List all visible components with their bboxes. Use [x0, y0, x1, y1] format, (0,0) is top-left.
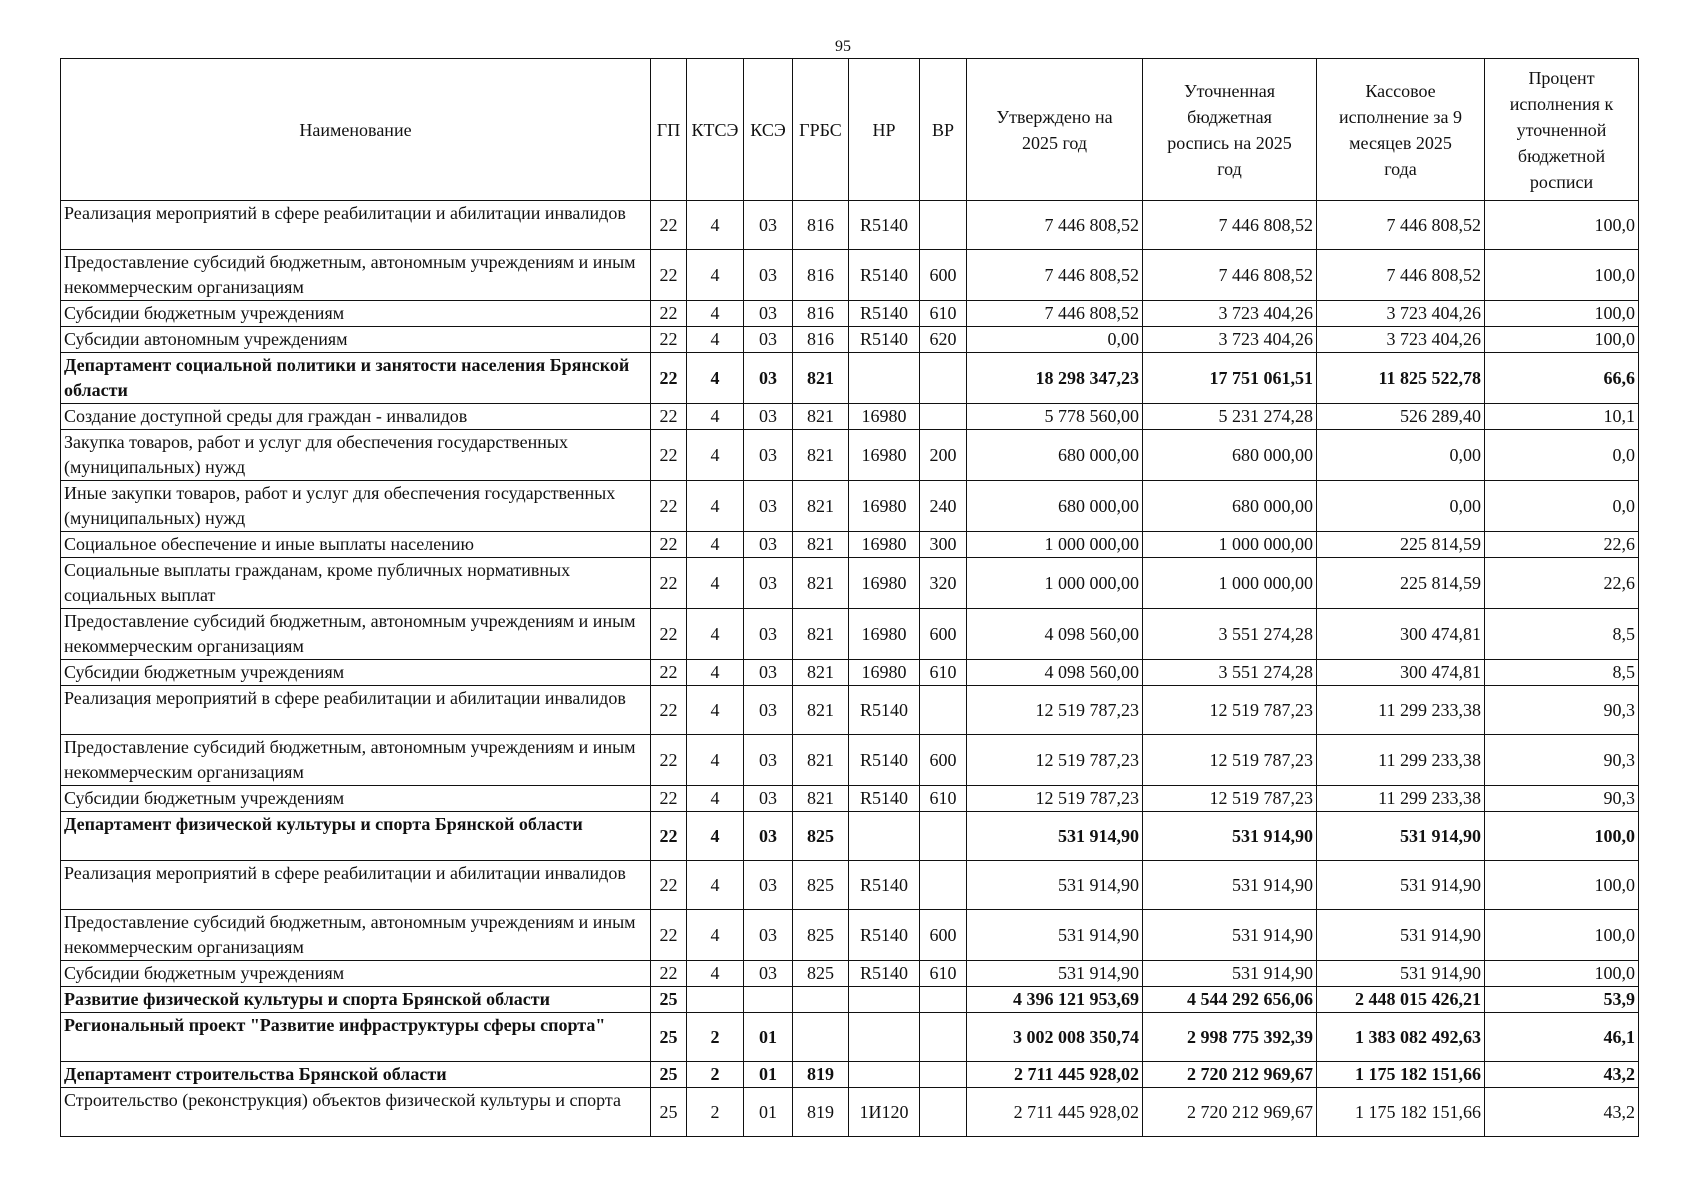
cell-name: Субсидии бюджетным учреждениям [61, 660, 651, 686]
cell-refined: 12 519 787,23 [1143, 786, 1317, 812]
cell-percent: 46,1 [1485, 1013, 1639, 1062]
cell-gp: 22 [651, 812, 687, 861]
cell-refined: 531 914,90 [1143, 861, 1317, 910]
cell-approved: 2 711 445 928,02 [967, 1088, 1143, 1137]
cell-gp: 22 [651, 481, 687, 532]
cell-percent: 43,2 [1485, 1062, 1639, 1088]
cell-ktse: 4 [687, 910, 744, 961]
cell-cash: 225 814,59 [1317, 558, 1485, 609]
cell-kse: 03 [744, 686, 793, 735]
cell-ktse: 4 [687, 660, 744, 686]
cell-approved: 531 914,90 [967, 910, 1143, 961]
cell-name: Региональный проект "Развитие инфраструктуры сферы спорта" [61, 1013, 651, 1062]
header-percent: Процент исполнения к уточненной бюджетной росписи [1485, 59, 1639, 201]
cell-approved: 4 396 121 953,69 [967, 987, 1143, 1013]
cell-name: Создание доступной среды для граждан - инвалидов [61, 404, 651, 430]
cell-kse: 03 [744, 812, 793, 861]
cell-name: Закупка товаров, работ и услуг для обеспечения государственных (муниципальных) нужд [61, 430, 651, 481]
cell-refined: 3 551 274,28 [1143, 609, 1317, 660]
cell-ktse: 4 [687, 404, 744, 430]
table-row [61, 686, 1639, 735]
cell-kse: 03 [744, 558, 793, 609]
header-ktse: КТСЭ [687, 59, 744, 201]
cell-vr: 610 [920, 660, 967, 686]
cell-ktse: 4 [687, 812, 744, 861]
cell-grbs [793, 1013, 849, 1062]
table-row [61, 961, 1639, 987]
table-row [61, 660, 1639, 686]
cell-approved: 680 000,00 [967, 430, 1143, 481]
cell-name: Субсидии бюджетным учреждениям [61, 961, 651, 987]
cell-nr [849, 1013, 920, 1062]
cell-nr [849, 353, 920, 404]
cell-vr [920, 1013, 967, 1062]
page-number: 95 [835, 38, 851, 55]
cell-grbs: 821 [793, 532, 849, 558]
table-row [61, 250, 1639, 301]
cell-cash: 531 914,90 [1317, 961, 1485, 987]
table-row [61, 786, 1639, 812]
cell-nr: R5140 [849, 961, 920, 987]
header-approved: Утверждено на 2025 год [967, 59, 1143, 201]
cell-percent: 22,6 [1485, 558, 1639, 609]
cell-name: Департамент физической культуры и спорта Брянской области [61, 812, 651, 861]
header-grbs: ГРБС [793, 59, 849, 201]
cell-ktse: 4 [687, 481, 744, 532]
header-refined: Уточненная бюджетная роспись на 2025 год [1143, 59, 1317, 201]
cell-kse: 03 [744, 609, 793, 660]
cell-refined: 531 914,90 [1143, 910, 1317, 961]
cell-gp: 22 [651, 609, 687, 660]
cell-gp: 22 [651, 961, 687, 987]
cell-nr [849, 1062, 920, 1088]
cell-ktse: 4 [687, 558, 744, 609]
cell-nr [849, 812, 920, 861]
cell-name: Предоставление субсидий бюджетным, автономным учреждениям и иным некоммерческим организациям [61, 609, 651, 660]
cell-kse [744, 987, 793, 1013]
cell-name: Развитие физической культуры и спорта Брянской области [61, 987, 651, 1013]
cell-gp: 25 [651, 1013, 687, 1062]
cell-grbs: 816 [793, 201, 849, 250]
cell-nr: 16980 [849, 404, 920, 430]
cell-percent: 0,0 [1485, 481, 1639, 532]
cell-gp: 22 [651, 301, 687, 327]
cell-approved: 531 914,90 [967, 961, 1143, 987]
cell-gp: 22 [651, 404, 687, 430]
table-row [61, 481, 1639, 532]
cell-cash: 300 474,81 [1317, 660, 1485, 686]
cell-ktse: 4 [687, 327, 744, 353]
cell-approved: 1 000 000,00 [967, 558, 1143, 609]
cell-nr: R5140 [849, 250, 920, 301]
cell-percent: 10,1 [1485, 404, 1639, 430]
cell-cash: 531 914,90 [1317, 812, 1485, 861]
cell-percent: 100,0 [1485, 301, 1639, 327]
cell-approved: 12 519 787,23 [967, 735, 1143, 786]
cell-name: Реализация мероприятий в сфере реабилитации и абилитации инвалидов [61, 861, 651, 910]
cell-approved: 5 778 560,00 [967, 404, 1143, 430]
cell-approved: 1 000 000,00 [967, 532, 1143, 558]
cell-ktse: 4 [687, 686, 744, 735]
cell-nr: 16980 [849, 532, 920, 558]
cell-gp: 22 [651, 353, 687, 404]
cell-nr: 1И120 [849, 1088, 920, 1137]
cell-grbs: 821 [793, 609, 849, 660]
cell-grbs: 821 [793, 430, 849, 481]
cell-cash: 1 383 082 492,63 [1317, 1013, 1485, 1062]
cell-gp: 22 [651, 558, 687, 609]
cell-grbs: 821 [793, 558, 849, 609]
cell-kse: 03 [744, 532, 793, 558]
cell-percent: 53,9 [1485, 987, 1639, 1013]
cell-refined: 1 000 000,00 [1143, 558, 1317, 609]
cell-vr [920, 404, 967, 430]
cell-name: Департамент строительства Брянской области [61, 1062, 651, 1088]
table-row [61, 910, 1639, 961]
budget-execution-table [60, 58, 1639, 1137]
table-row [61, 558, 1639, 609]
cell-vr: 600 [920, 609, 967, 660]
cell-approved: 4 098 560,00 [967, 609, 1143, 660]
cell-grbs: 825 [793, 910, 849, 961]
cell-refined: 17 751 061,51 [1143, 353, 1317, 404]
cell-vr [920, 353, 967, 404]
cell-vr: 300 [920, 532, 967, 558]
cell-cash: 526 289,40 [1317, 404, 1485, 430]
cell-kse: 03 [744, 735, 793, 786]
table-row [61, 1062, 1639, 1088]
cell-nr: R5140 [849, 861, 920, 910]
cell-approved: 12 519 787,23 [967, 686, 1143, 735]
cell-kse: 01 [744, 1062, 793, 1088]
cell-grbs: 816 [793, 301, 849, 327]
cell-percent: 90,3 [1485, 786, 1639, 812]
cell-kse: 03 [744, 786, 793, 812]
cell-cash: 0,00 [1317, 481, 1485, 532]
cell-grbs: 821 [793, 353, 849, 404]
cell-ktse: 4 [687, 861, 744, 910]
cell-gp: 22 [651, 686, 687, 735]
cell-vr [920, 1062, 967, 1088]
cell-kse: 03 [744, 353, 793, 404]
cell-gp: 22 [651, 250, 687, 301]
cell-name: Реализация мероприятий в сфере реабилитации и абилитации инвалидов [61, 201, 651, 250]
cell-kse: 03 [744, 327, 793, 353]
cell-ktse: 4 [687, 301, 744, 327]
table-row [61, 327, 1639, 353]
table-row [61, 812, 1639, 861]
cell-cash: 531 914,90 [1317, 861, 1485, 910]
cell-approved: 2 711 445 928,02 [967, 1062, 1143, 1088]
cell-name: Предоставление субсидий бюджетным, автономным учреждениям и иным некоммерческим организациям [61, 910, 651, 961]
cell-kse: 03 [744, 201, 793, 250]
cell-approved: 0,00 [967, 327, 1143, 353]
cell-name: Реализация мероприятий в сфере реабилитации и абилитации инвалидов [61, 686, 651, 735]
cell-nr: R5140 [849, 201, 920, 250]
cell-kse: 01 [744, 1088, 793, 1137]
table-row [61, 609, 1639, 660]
cell-gp: 25 [651, 1062, 687, 1088]
cell-nr: 16980 [849, 481, 920, 532]
table-row [61, 1088, 1639, 1137]
cell-grbs: 825 [793, 961, 849, 987]
cell-kse: 03 [744, 250, 793, 301]
cell-gp: 25 [651, 987, 687, 1013]
cell-gp: 22 [651, 660, 687, 686]
cell-percent: 100,0 [1485, 250, 1639, 301]
cell-cash: 3 723 404,26 [1317, 301, 1485, 327]
cell-cash: 7 446 808,52 [1317, 250, 1485, 301]
cell-vr [920, 812, 967, 861]
cell-gp: 22 [651, 532, 687, 558]
cell-grbs: 816 [793, 327, 849, 353]
table-row [61, 987, 1639, 1013]
cell-ktse: 2 [687, 1088, 744, 1137]
cell-vr: 610 [920, 961, 967, 987]
table-row [61, 532, 1639, 558]
cell-refined: 12 519 787,23 [1143, 686, 1317, 735]
cell-refined: 7 446 808,52 [1143, 250, 1317, 301]
table-row [61, 430, 1639, 481]
cell-kse: 03 [744, 430, 793, 481]
cell-grbs: 821 [793, 660, 849, 686]
cell-vr [920, 686, 967, 735]
cell-vr: 620 [920, 327, 967, 353]
cell-gp: 22 [651, 327, 687, 353]
cell-percent: 8,5 [1485, 660, 1639, 686]
cell-nr [849, 987, 920, 1013]
cell-percent: 8,5 [1485, 609, 1639, 660]
table-row [61, 735, 1639, 786]
cell-gp: 22 [651, 430, 687, 481]
cell-cash: 1 175 182 151,66 [1317, 1062, 1485, 1088]
cell-gp: 25 [651, 1088, 687, 1137]
cell-cash: 11 299 233,38 [1317, 786, 1485, 812]
cell-grbs: 821 [793, 735, 849, 786]
cell-cash: 1 175 182 151,66 [1317, 1088, 1485, 1137]
cell-percent: 100,0 [1485, 910, 1639, 961]
cell-refined: 680 000,00 [1143, 430, 1317, 481]
cell-gp: 22 [651, 735, 687, 786]
cell-ktse [687, 987, 744, 1013]
cell-grbs: 821 [793, 786, 849, 812]
table-row [61, 301, 1639, 327]
cell-ktse: 2 [687, 1062, 744, 1088]
cell-vr [920, 861, 967, 910]
cell-vr: 610 [920, 301, 967, 327]
cell-refined: 3 723 404,26 [1143, 301, 1317, 327]
cell-nr: R5140 [849, 786, 920, 812]
table-row [61, 201, 1639, 250]
cell-grbs [793, 987, 849, 1013]
cell-kse: 03 [744, 481, 793, 532]
cell-vr: 610 [920, 786, 967, 812]
cell-kse: 03 [744, 910, 793, 961]
cell-refined: 12 519 787,23 [1143, 735, 1317, 786]
cell-grbs: 819 [793, 1088, 849, 1137]
cell-vr: 600 [920, 250, 967, 301]
cell-kse: 03 [744, 961, 793, 987]
cell-percent: 90,3 [1485, 735, 1639, 786]
cell-refined: 2 720 212 969,67 [1143, 1088, 1317, 1137]
cell-percent: 100,0 [1485, 961, 1639, 987]
cell-refined: 7 446 808,52 [1143, 201, 1317, 250]
cell-refined: 2 720 212 969,67 [1143, 1062, 1317, 1088]
cell-vr: 240 [920, 481, 967, 532]
cell-refined: 3 723 404,26 [1143, 327, 1317, 353]
cell-kse: 03 [744, 404, 793, 430]
cell-nr: R5140 [849, 735, 920, 786]
cell-cash: 11 825 522,78 [1317, 353, 1485, 404]
cell-cash: 225 814,59 [1317, 532, 1485, 558]
cell-cash: 0,00 [1317, 430, 1485, 481]
cell-approved: 7 446 808,52 [967, 250, 1143, 301]
cell-vr [920, 987, 967, 1013]
cell-cash: 2 448 015 426,21 [1317, 987, 1485, 1013]
cell-ktse: 4 [687, 961, 744, 987]
cell-nr: 16980 [849, 609, 920, 660]
cell-refined: 680 000,00 [1143, 481, 1317, 532]
cell-nr: 16980 [849, 430, 920, 481]
cell-cash: 300 474,81 [1317, 609, 1485, 660]
cell-approved: 18 298 347,23 [967, 353, 1143, 404]
cell-name: Строительство (реконструкция) объектов физической культуры и спорта [61, 1088, 651, 1137]
cell-vr: 200 [920, 430, 967, 481]
cell-vr [920, 1088, 967, 1137]
table-row [61, 353, 1639, 404]
cell-refined: 2 998 775 392,39 [1143, 1013, 1317, 1062]
cell-grbs: 825 [793, 812, 849, 861]
cell-ktse: 4 [687, 532, 744, 558]
cell-percent: 90,3 [1485, 686, 1639, 735]
cell-name: Предоставление субсидий бюджетным, автономным учреждениям и иным некоммерческим организациям [61, 250, 651, 301]
cell-percent: 100,0 [1485, 861, 1639, 910]
cell-approved: 531 914,90 [967, 861, 1143, 910]
cell-vr: 600 [920, 735, 967, 786]
cell-name: Департамент социальной политики и занятости населения Брянской области [61, 353, 651, 404]
header-gp: ГП [651, 59, 687, 201]
cell-kse: 03 [744, 301, 793, 327]
header-vr: ВР [920, 59, 967, 201]
header-name: Наименование [61, 59, 651, 201]
cell-nr: R5140 [849, 327, 920, 353]
cell-kse: 03 [744, 660, 793, 686]
cell-cash: 3 723 404,26 [1317, 327, 1485, 353]
cell-percent: 0,0 [1485, 430, 1639, 481]
cell-cash: 531 914,90 [1317, 910, 1485, 961]
cell-vr [920, 201, 967, 250]
table-body [61, 201, 1639, 1137]
cell-vr: 600 [920, 910, 967, 961]
cell-name: Иные закупки товаров, работ и услуг для обеспечения государственных (муниципальных) нужд [61, 481, 651, 532]
cell-approved: 12 519 787,23 [967, 786, 1143, 812]
cell-grbs: 816 [793, 250, 849, 301]
cell-approved: 4 098 560,00 [967, 660, 1143, 686]
header-cash: Кассовое исполнение за 9 месяцев 2025 года [1317, 59, 1485, 201]
cell-ktse: 4 [687, 609, 744, 660]
cell-cash: 11 299 233,38 [1317, 686, 1485, 735]
cell-nr: 16980 [849, 660, 920, 686]
cell-grbs: 819 [793, 1062, 849, 1088]
cell-percent: 22,6 [1485, 532, 1639, 558]
cell-nr: 16980 [849, 558, 920, 609]
cell-refined: 4 544 292 656,06 [1143, 987, 1317, 1013]
cell-approved: 7 446 808,52 [967, 201, 1143, 250]
cell-ktse: 4 [687, 430, 744, 481]
cell-approved: 531 914,90 [967, 812, 1143, 861]
cell-percent: 100,0 [1485, 327, 1639, 353]
cell-refined: 531 914,90 [1143, 961, 1317, 987]
cell-nr: R5140 [849, 686, 920, 735]
cell-refined: 531 914,90 [1143, 812, 1317, 861]
cell-percent: 100,0 [1485, 812, 1639, 861]
header-kse: КСЭ [744, 59, 793, 201]
cell-percent: 43,2 [1485, 1088, 1639, 1137]
cell-percent: 66,6 [1485, 353, 1639, 404]
cell-cash: 11 299 233,38 [1317, 735, 1485, 786]
cell-grbs: 821 [793, 404, 849, 430]
cell-gp: 22 [651, 861, 687, 910]
cell-cash: 7 446 808,52 [1317, 201, 1485, 250]
cell-name: Предоставление субсидий бюджетным, автономным учреждениям и иным некоммерческим организациям [61, 735, 651, 786]
cell-name: Социальное обеспечение и иные выплаты населению [61, 532, 651, 558]
cell-nr: R5140 [849, 301, 920, 327]
cell-grbs: 821 [793, 481, 849, 532]
cell-percent: 100,0 [1485, 201, 1639, 250]
cell-gp: 22 [651, 910, 687, 961]
cell-grbs: 825 [793, 861, 849, 910]
table-header [61, 59, 1639, 201]
table-row [61, 404, 1639, 430]
cell-vr: 320 [920, 558, 967, 609]
cell-kse: 03 [744, 861, 793, 910]
cell-refined: 5 231 274,28 [1143, 404, 1317, 430]
cell-ktse: 4 [687, 353, 744, 404]
cell-refined: 1 000 000,00 [1143, 532, 1317, 558]
cell-ktse: 2 [687, 1013, 744, 1062]
table-row [61, 1013, 1639, 1062]
cell-approved: 680 000,00 [967, 481, 1143, 532]
cell-ktse: 4 [687, 735, 744, 786]
cell-grbs: 821 [793, 686, 849, 735]
cell-name: Субсидии автономным учреждениям [61, 327, 651, 353]
cell-name: Субсидии бюджетным учреждениям [61, 301, 651, 327]
cell-kse: 01 [744, 1013, 793, 1062]
header-nr: НР [849, 59, 920, 201]
cell-name: Субсидии бюджетным учреждениям [61, 786, 651, 812]
cell-refined: 3 551 274,28 [1143, 660, 1317, 686]
cell-gp: 22 [651, 201, 687, 250]
cell-ktse: 4 [687, 250, 744, 301]
cell-approved: 3 002 008 350,74 [967, 1013, 1143, 1062]
cell-ktse: 4 [687, 201, 744, 250]
cell-nr: R5140 [849, 910, 920, 961]
cell-name: Социальные выплаты гражданам, кроме публичных нормативных социальных выплат [61, 558, 651, 609]
cell-ktse: 4 [687, 786, 744, 812]
cell-approved: 7 446 808,52 [967, 301, 1143, 327]
table-row [61, 861, 1639, 910]
cell-gp: 22 [651, 786, 687, 812]
